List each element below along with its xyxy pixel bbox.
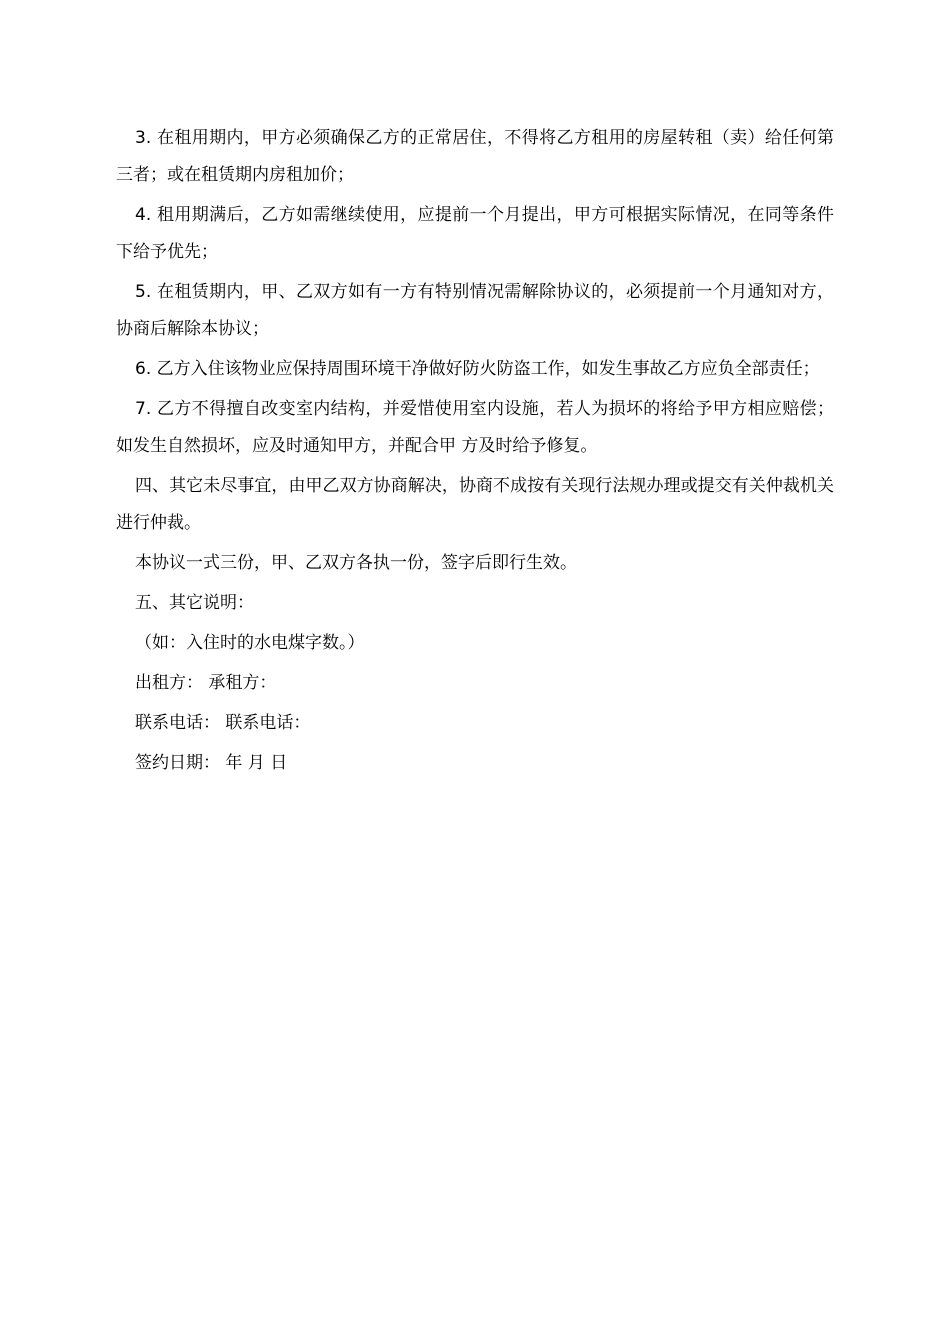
clause-7: 7. 乙方不得擅自改变室内结构，并爱惜使用室内设施，若人为损坏的将给予甲方相应赔偿；如发生自然损坏，应及时通知甲方，并配合甲 方及时给予修复。 [116, 399, 834, 456]
section-four: 四、其它未尽事宜，由甲乙双方协商解决，协商不成按有关现行法规办理或提交有关仲裁机关进行仲裁。 [116, 476, 834, 533]
other-notes-example: （如：入住时的水电煤字数。） [135, 633, 365, 653]
document-body [116, 120, 834, 785]
copies-statement: 本协议一式三份，甲、乙双方各执一份，签字后即行生效。 [135, 553, 577, 573]
parties-line: 出租方： 承租方： [135, 673, 277, 693]
clause-3: 3. 在租用期内，甲方必须确保乙方的正常居住，不得将乙方租用的房屋转租（卖）给任何第三者；或在租赁期内房租加价； [116, 128, 834, 185]
section-five-heading: 五、其它说明： [135, 593, 254, 613]
clause-5: 5. 在租赁期内，甲、乙双方如有一方有特别情况需解除协议的，必须提前一个月通知对方，协商后解除本协议； [116, 282, 834, 339]
clause-4: 4. 租用期满后，乙方如需继续使用，应提前一个月提出，甲方可根据实际情况，在同等条件下给予优先； [116, 205, 834, 262]
signing-date-line: 签约日期： 年 月 日 [135, 753, 288, 773]
contact-phone-line: 联系电话： 联系电话： [135, 713, 311, 733]
clause-6: 6. 乙方入住该物业应保持周围环境干净做好防火防盗工作，如发生事故乙方应负全部责任； [135, 359, 820, 379]
